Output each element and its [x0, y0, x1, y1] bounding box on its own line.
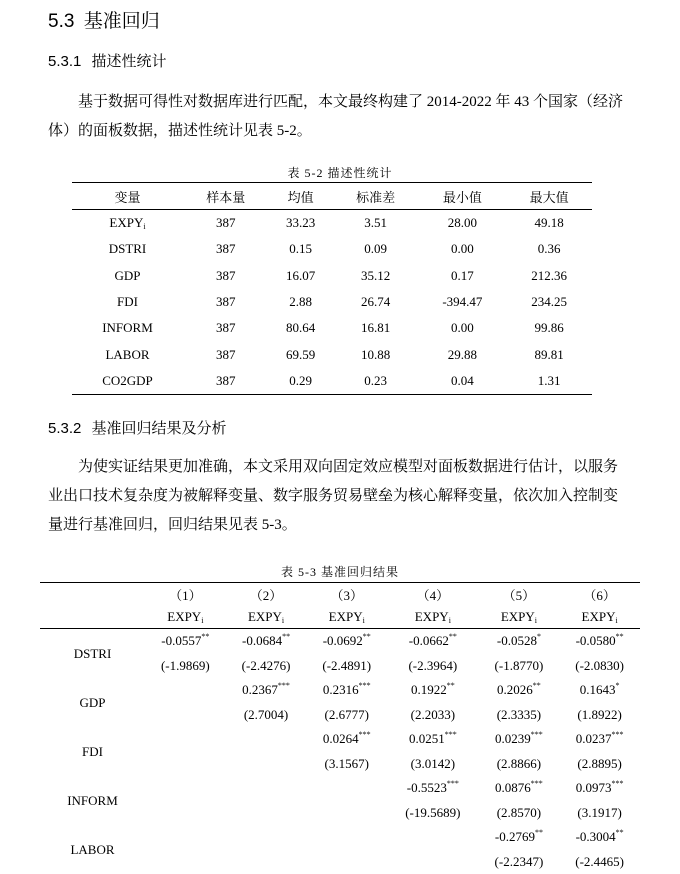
coefficient-cell [387, 727, 478, 752]
table-row [72, 315, 592, 341]
column-number: （6） [559, 583, 640, 607]
t-statistic-cell: (-2.4465) [559, 850, 640, 874]
coefficient-cell [306, 678, 387, 703]
t-statistic-cell [145, 850, 226, 874]
coefficient-value: 0.0264 [323, 731, 359, 746]
coefficient-value: 0.2367 [242, 682, 278, 697]
stat-value: 387 [183, 289, 269, 315]
stat-value: 0.23 [333, 368, 419, 395]
t-statistic-cell: (2.3335) [479, 703, 560, 728]
dependent-variable-subscript: i [535, 616, 537, 625]
significance-stars: ** [201, 632, 209, 641]
table-5-3-caption: 表 5-3 基准回归结果 [0, 563, 680, 580]
column-header: 均值 [269, 183, 333, 210]
t-statistic-cell [145, 752, 226, 777]
coefficient-cell [387, 678, 478, 703]
coefficient-row [40, 629, 640, 654]
variable-cell [72, 289, 183, 315]
table-row [72, 368, 592, 395]
stat-value: 29.88 [418, 341, 506, 367]
coefficient-value: -0.0528 [497, 633, 537, 648]
coefficient-cell [306, 825, 387, 850]
significance-stars: ** [616, 632, 624, 641]
coefficient-value: -0.0557 [161, 633, 201, 648]
paragraph-2 [48, 453, 623, 540]
dependent-variable-subscript: i [282, 616, 284, 625]
stat-value: 80.64 [269, 315, 333, 341]
dependent-variable-name: EXPY [415, 609, 449, 624]
column-header: 标准差 [333, 183, 419, 210]
significance-stars: *** [278, 681, 290, 690]
t-statistic-cell [226, 850, 307, 874]
coefficient-value: -0.5523 [407, 780, 447, 795]
empty-cell [40, 606, 145, 629]
dependent-variable-subscript: i [201, 616, 203, 625]
dependent-variable [145, 606, 226, 629]
coefficient-cell [306, 727, 387, 752]
descriptive-stats-table [72, 182, 592, 395]
stat-value: -394.47 [418, 289, 506, 315]
table-header-row [72, 183, 592, 210]
coefficient-cell [306, 776, 387, 801]
t-statistic-cell [226, 752, 307, 777]
coefficient-value: 0.0239 [495, 731, 531, 746]
stat-value: 99.86 [506, 315, 592, 341]
variable-name: GDP [40, 678, 145, 727]
stat-value: 387 [183, 315, 269, 341]
variable-cell [72, 368, 183, 395]
t-statistic-cell: (2.8866) [479, 752, 560, 777]
stat-value: 0.04 [418, 368, 506, 395]
significance-stars: *** [359, 730, 371, 739]
stat-value: 49.18 [506, 210, 592, 237]
coefficient-cell [559, 825, 640, 850]
variable-name: LABOR [105, 347, 149, 362]
section-number: 5.3 [48, 11, 74, 32]
column-header: 样本量 [183, 183, 269, 210]
coefficient-value: -0.0684 [242, 633, 282, 648]
t-statistic-cell: (-2.2347) [479, 850, 560, 874]
stat-value: 387 [183, 210, 269, 237]
stat-value: 33.23 [269, 210, 333, 237]
stat-value: 387 [183, 236, 269, 262]
coefficient-cell [479, 825, 560, 850]
stat-value: 0.09 [333, 236, 419, 262]
table-row [72, 289, 592, 315]
section-heading [48, 6, 160, 33]
stat-value: 212.36 [506, 263, 592, 289]
coefficient-value: 0.0251 [409, 731, 445, 746]
dependent-variable-subscript: i [449, 616, 451, 625]
paragraph-1-text: 基于数据可得性对数据库进行匹配，本文最终构建了 2014-2022 年 43 个国家（经济体）的面板数据，描述性统计见表 5-2。 [48, 94, 623, 139]
t-statistic-cell: (1.8922) [559, 703, 640, 728]
dependent-variable-name: EXPY [501, 609, 535, 624]
stat-value: 0.15 [269, 236, 333, 262]
stat-value: 28.00 [418, 210, 506, 237]
significance-stars: ** [447, 681, 455, 690]
variable-name: GDP [114, 268, 140, 283]
t-statistic-cell: (2.7004) [226, 703, 307, 728]
dependent-variable [306, 606, 387, 629]
variable-name: LABOR [40, 825, 145, 874]
stat-value: 16.81 [333, 315, 419, 341]
significance-stars: *** [445, 730, 457, 739]
paragraph-2-text: 为使实证结果更加准确，本文采用双向固定效应模型对面板数据进行估计，以服务业出口技术复杂度为被解释变量、数字服务贸易壁垒为核心解释变量，依次加入控制变量进行基准回归，回归结果见表 5-3。 [48, 459, 618, 533]
stat-value: 35.12 [333, 263, 419, 289]
stat-value: 387 [183, 341, 269, 367]
dependent-variable-name: EXPY [329, 609, 363, 624]
significance-stars: * [616, 681, 620, 690]
coefficient-cell [479, 727, 560, 752]
column-number-row [40, 583, 640, 607]
coefficient-row [40, 727, 640, 752]
coefficient-cell [145, 727, 226, 752]
variable-name: FDI [117, 294, 138, 309]
stat-value: 0.17 [418, 263, 506, 289]
coefficient-cell [479, 629, 560, 654]
coefficient-value: -0.0662 [409, 633, 449, 648]
stat-value: 0.36 [506, 236, 592, 262]
variable-cell [72, 210, 183, 237]
subsection-title: 基准回归结果及分析 [92, 420, 227, 437]
stat-value: 387 [183, 263, 269, 289]
variable-subscript: i [143, 222, 145, 231]
coefficient-cell [559, 727, 640, 752]
subsection-number: 5.3.2 [48, 420, 81, 437]
t-statistic-cell [226, 801, 307, 826]
significance-stars: *** [612, 730, 624, 739]
coefficient-cell [387, 825, 478, 850]
dependent-variable-name: EXPY [582, 609, 616, 624]
section-title: 基准回归 [84, 11, 160, 32]
stat-value: 89.81 [506, 341, 592, 367]
dependent-variable [387, 606, 478, 629]
variable-name: INFORM [102, 320, 153, 335]
variable-name: CO2GDP [102, 373, 153, 388]
coefficient-value: -0.0580 [576, 633, 616, 648]
column-header: 变量 [72, 183, 183, 210]
coefficient-row [40, 678, 640, 703]
t-statistic-cell: (-2.0830) [559, 654, 640, 679]
significance-stars: ** [535, 828, 543, 837]
variable-cell [72, 341, 183, 367]
significance-stars: * [537, 632, 541, 641]
column-number: （5） [479, 583, 560, 607]
t-statistic-cell: (3.1917) [559, 801, 640, 826]
regression-results-table [40, 582, 640, 874]
stat-value: 69.59 [269, 341, 333, 367]
table-row [72, 236, 592, 262]
coefficient-value: 0.1922 [411, 682, 447, 697]
empty-cell [40, 583, 145, 607]
table-5-2-caption: 表 5-2 描述性统计 [0, 164, 680, 181]
t-statistic-cell: (-19.5689) [387, 801, 478, 826]
t-statistic-cell [306, 850, 387, 874]
column-number: （4） [387, 583, 478, 607]
coefficient-value: 0.0237 [576, 731, 612, 746]
stat-value: 1.31 [506, 368, 592, 395]
coefficient-value: -0.3004 [576, 829, 616, 844]
variable-cell [72, 315, 183, 341]
coefficient-cell [226, 678, 307, 703]
column-header: 最大值 [506, 183, 592, 210]
significance-stars: *** [531, 730, 543, 739]
dependent-variable-subscript: i [615, 616, 617, 625]
t-statistic-cell: (2.6777) [306, 703, 387, 728]
coefficient-cell [226, 825, 307, 850]
coefficient-value: 0.0973 [576, 780, 612, 795]
coefficient-cell [387, 776, 478, 801]
coefficient-cell [559, 776, 640, 801]
coefficient-cell [559, 678, 640, 703]
coefficient-cell [226, 629, 307, 654]
t-statistic-cell: (3.0142) [387, 752, 478, 777]
significance-stars: *** [447, 779, 459, 788]
dependent-variable-row [40, 606, 640, 629]
subsection-number: 5.3.1 [48, 53, 81, 70]
t-statistic-cell [387, 850, 478, 874]
table-row [72, 210, 592, 237]
dependent-variable-name: EXPY [248, 609, 282, 624]
subsection-heading-2 [48, 417, 227, 438]
stat-value: 26.74 [333, 289, 419, 315]
coefficient-cell [479, 776, 560, 801]
coefficient-value: -0.2769 [495, 829, 535, 844]
significance-stars: ** [363, 632, 371, 641]
column-number: （1） [145, 583, 226, 607]
dependent-variable [559, 606, 640, 629]
subsection-heading-1 [48, 50, 167, 71]
dependent-variable [226, 606, 307, 629]
coefficient-value: 0.1643 [580, 682, 616, 697]
stat-value: 234.25 [506, 289, 592, 315]
t-statistic-cell: (-2.3964) [387, 654, 478, 679]
variable-name: DSTRI [40, 629, 145, 679]
coefficient-row [40, 776, 640, 801]
column-header: 最小值 [418, 183, 506, 210]
stat-value: 0.00 [418, 236, 506, 262]
dependent-variable-subscript: i [363, 616, 365, 625]
coefficient-cell [479, 678, 560, 703]
coefficient-value: 0.2316 [323, 682, 359, 697]
variable-name: FDI [40, 727, 145, 776]
t-statistic-cell: (2.2033) [387, 703, 478, 728]
dependent-variable-name: EXPY [167, 609, 201, 624]
table-row [72, 341, 592, 367]
variable-name: DSTRI [109, 241, 147, 256]
coefficient-cell [306, 629, 387, 654]
significance-stars: *** [359, 681, 371, 690]
t-statistic-cell: (-2.4276) [226, 654, 307, 679]
t-statistic-cell: (-1.8770) [479, 654, 560, 679]
column-number: （2） [226, 583, 307, 607]
coefficient-row [40, 825, 640, 850]
coefficient-value: 0.2026 [497, 682, 533, 697]
coefficient-cell [145, 776, 226, 801]
significance-stars: ** [449, 632, 457, 641]
significance-stars: ** [533, 681, 541, 690]
t-statistic-cell [145, 703, 226, 728]
coefficient-cell [226, 727, 307, 752]
variable-name: EXPY [109, 215, 143, 230]
t-statistic-cell [306, 801, 387, 826]
variable-cell [72, 263, 183, 289]
t-statistic-cell: (3.1567) [306, 752, 387, 777]
t-statistic-cell: (2.8895) [559, 752, 640, 777]
significance-stars: ** [616, 828, 624, 837]
subsection-title: 描述性统计 [92, 53, 167, 70]
t-statistic-cell: (-1.9869) [145, 654, 226, 679]
stat-value: 2.88 [269, 289, 333, 315]
significance-stars: *** [531, 779, 543, 788]
variable-name: INFORM [40, 776, 145, 825]
stat-value: 16.07 [269, 263, 333, 289]
t-statistic-cell: (2.8570) [479, 801, 560, 826]
t-statistic-cell: (-2.4891) [306, 654, 387, 679]
significance-stars: *** [612, 779, 624, 788]
coefficient-cell [559, 629, 640, 654]
stat-value: 387 [183, 368, 269, 395]
stat-value: 0.00 [418, 315, 506, 341]
coefficient-value: -0.0692 [323, 633, 363, 648]
t-statistic-cell [145, 801, 226, 826]
stat-value: 10.88 [333, 341, 419, 367]
coefficient-cell [226, 776, 307, 801]
dependent-variable [479, 606, 560, 629]
paragraph-1 [48, 88, 623, 146]
stat-value: 0.29 [269, 368, 333, 395]
coefficient-cell [145, 825, 226, 850]
column-number: （3） [306, 583, 387, 607]
significance-stars: ** [282, 632, 290, 641]
coefficient-value: 0.0876 [495, 780, 531, 795]
coefficient-cell [145, 629, 226, 654]
table-row [72, 263, 592, 289]
stat-value: 3.51 [333, 210, 419, 237]
variable-cell [72, 236, 183, 262]
coefficient-cell [387, 629, 478, 654]
coefficient-cell [145, 678, 226, 703]
